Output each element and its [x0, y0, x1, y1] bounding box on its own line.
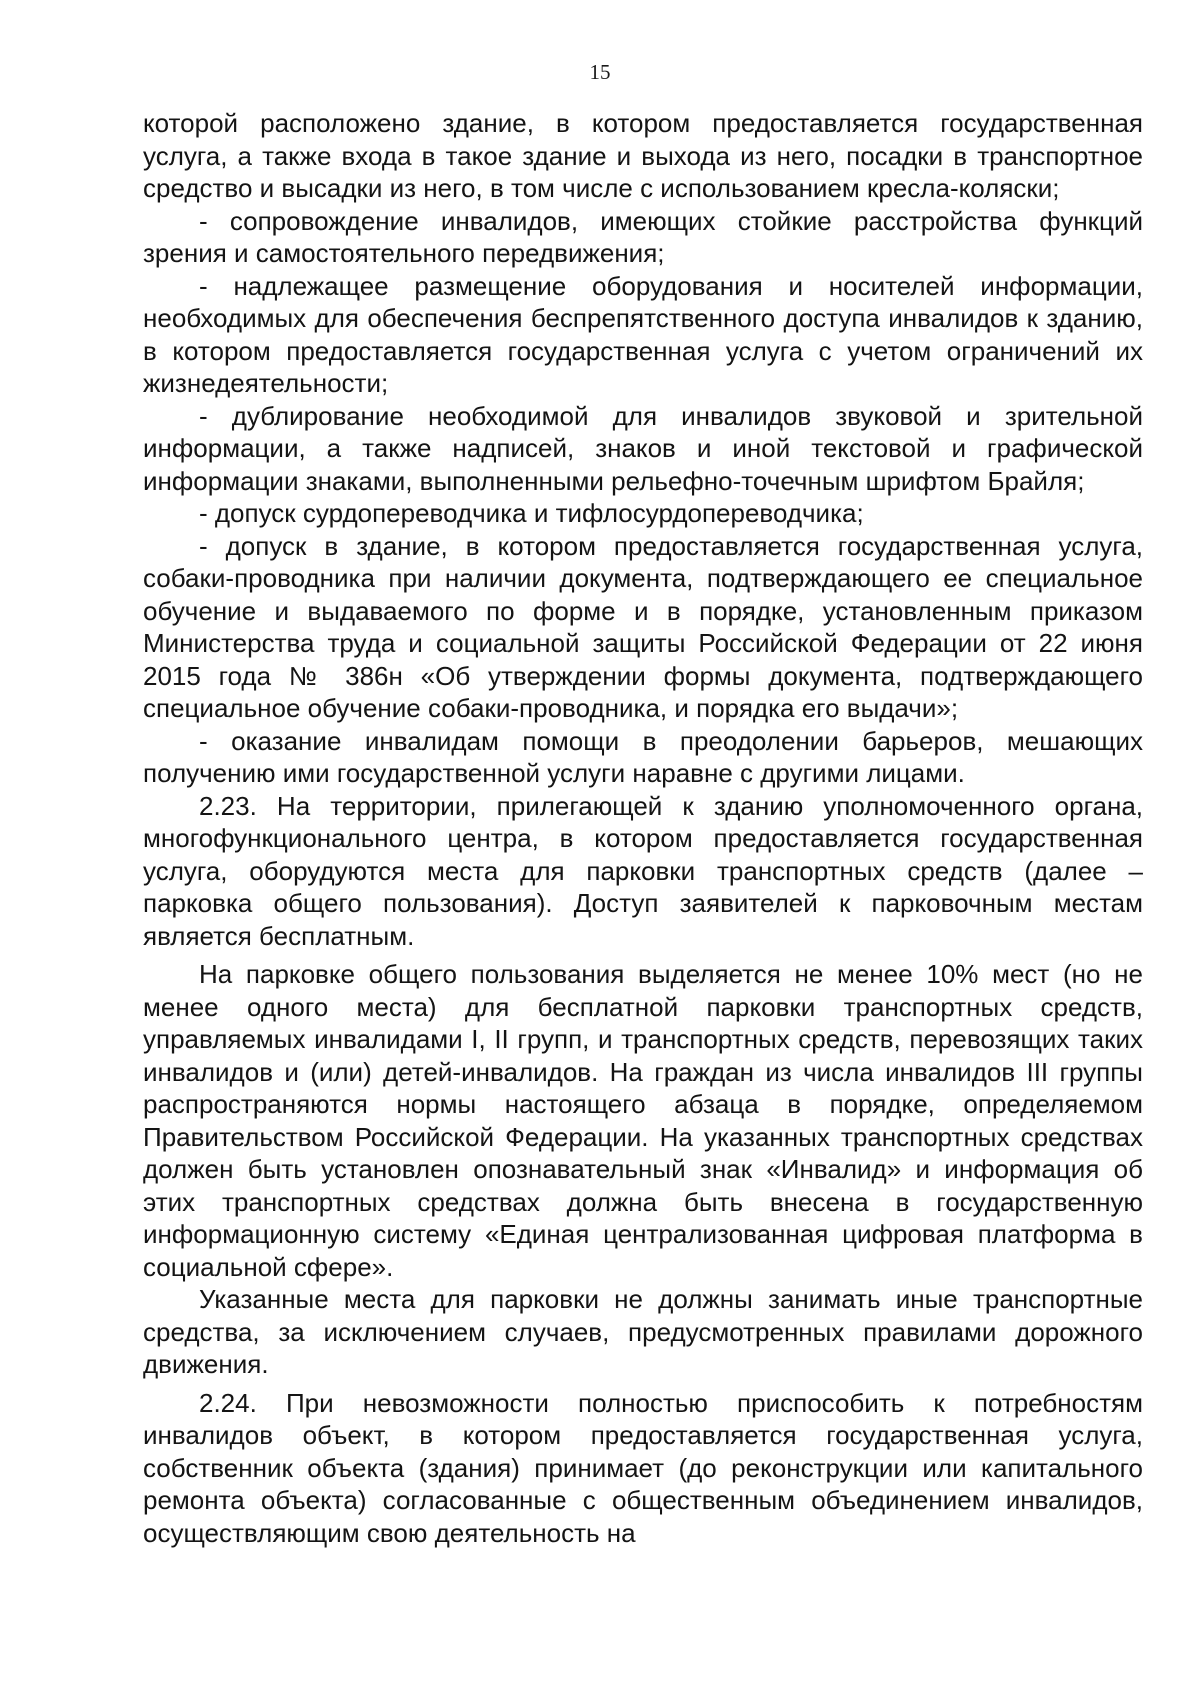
- paragraph: - допуск сурдопереводчика и тифлосурдопереводчика;: [199, 498, 864, 528]
- paragraph: - допуск в здание, в котором предоставляется государственная услуга, собаки-проводника при наличии документа, подтверждающего ее специальное обучение и выдаваемого по форме и в порядке, установленным приказом Министерства труда и социальной защиты Российской Федерации от 22 июня 2015 года № 386н «Об утверждении формы документа, подтверждающего специальное обучение собаки-проводника, и порядка его выдачи»;: [143, 530, 1143, 723]
- paragraph: Указанные места для парковки не должны занимать иные транспортные средства, за исключением случаев, предусмотренных правилами дорожного движения.: [143, 1284, 1143, 1379]
- page-number: 15: [589, 60, 611, 84]
- paragraph: - сопровождение инвалидов, имеющих стойкие расстройства функций зрения и самостоятельного передвижения;: [143, 205, 1143, 268]
- paragraph: - дублирование необходимой для инвалидов звуковой и зрительной информации, а также надписей, знаков и иной текстовой и графической информации знаками, выполненными рельефно-точечным шрифтом Брайля;: [143, 400, 1143, 496]
- paragraph: - оказание инвалидам помощи в преодолении барьеров, мешающих получению ими государственной услуги наравне с другими лицами.: [143, 725, 1143, 788]
- paragraph: - надлежащее размещение оборудования и носителей информации, необходимых для обеспечения беспрепятственного доступа инвалидов к зданию, в котором предоставляется государственная услуга с учетом ограничений их жизнедеятельности;: [143, 270, 1143, 398]
- paragraph: 2.24. При невозможности полностью приспособить к потребностям инвалидов объект, в котором предоставляется государственная услуга, собственник объекта (здания) принимает (до реконструкции или капитального ремонта объекта) согласованные с общественным объединением инвалидов, осуществляющим свою деятельность на: [143, 1387, 1143, 1548]
- paragraph: 2.23. На территории, прилегающей к зданию уполномоченного органа, многофункционального центра, в котором предоставляется государственная услуга, оборудуются места для парковки транспортных средств (далее – парковка общего пользования). Доступ заявителей к парковочным местам является бесплатным.: [143, 790, 1143, 951]
- document-body: [143, 107, 1143, 1549]
- paragraph: На парковке общего пользования выделяется не менее 10% мест (но не менее одного места) для бесплатной парковки транспортных средств, управляемых инвалидами I, II групп, и транспортных средств, перевозящих таких инвалидов и (или) детей-инвалидов. На граждан из числа инвалидов III группы распространяются нормы настоящего абзаца в порядке, определяемом Правительством Российской Федерации. На указанных транспортных средствах должен быть установлен опознавательный знак «Инвалид» и информация об этих транспортных средствах должна быть внесена в государственную информационную систему «Единая централизованная цифровая платформа в социальной сфере».: [143, 959, 1143, 1282]
- paragraph: которой расположено здание, в котором предоставляется государственная услуга, а также входа в такое здание и выхода из него, посадки в транспортное средство и высадки из него, в том числе с использованием кресла-коляски;: [143, 108, 1143, 203]
